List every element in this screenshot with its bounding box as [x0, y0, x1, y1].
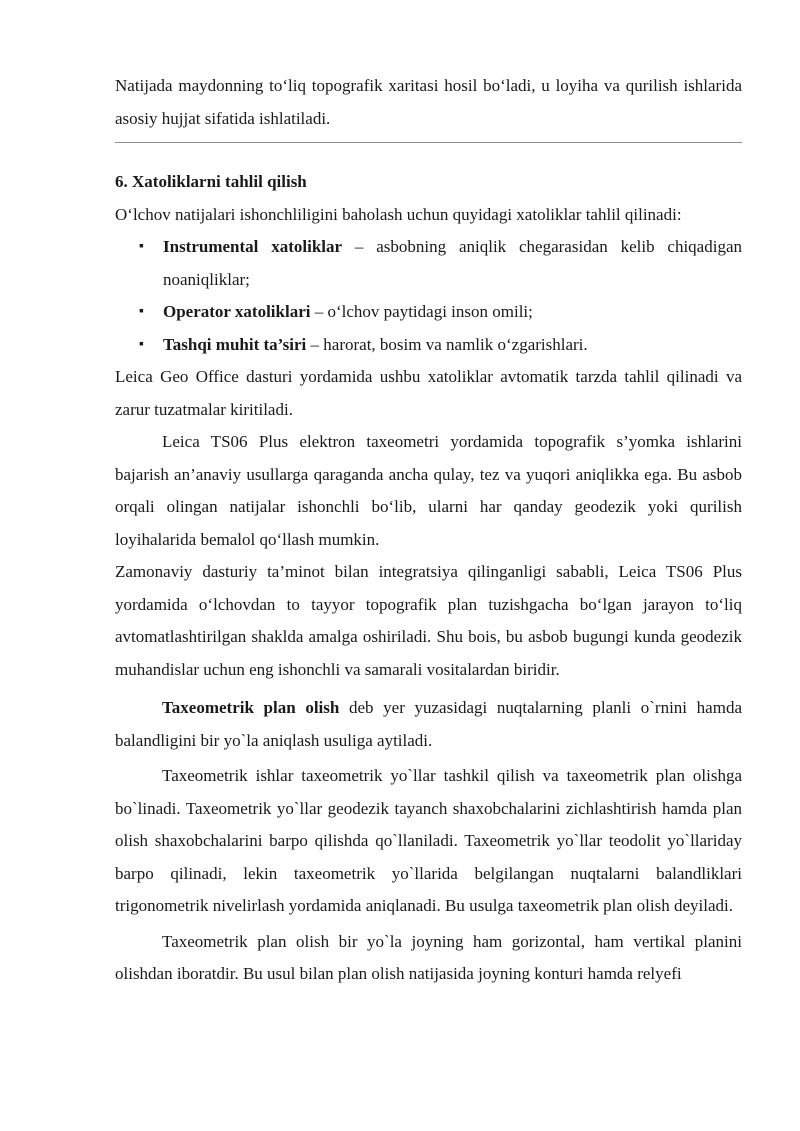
section-heading: 6. Xatoliklarni tahlil qilish: [115, 172, 307, 191]
list-item-text: – asbobning aniqlik chegarasidan kelib chiqadigan noaniqliklar;: [163, 237, 742, 289]
bullet-icon: ▪: [139, 336, 144, 352]
list-item-term: Instrumental xatoliklar: [163, 237, 343, 256]
after-bullets-paragraph: Leica Geo Office dasturi yordamida ushbu xatoliklar avtomatik tarzda tahlil qilinadi va zarur tuzatmalar kiritiladi.: [115, 367, 742, 419]
intro-paragraph: Natijada maydonning to‘liq topografik xaritasi hosil bo‘ladi, u loyiha va qurilish ishlarida asosiy hujjat sifatida ishlatiladi.: [115, 76, 742, 128]
bullet-icon: ▪: [139, 239, 144, 254]
document-page: [115, 70, 742, 991]
list-item-text: – o‘lchov paytidagi inson omili;: [310, 302, 533, 321]
list-item-term: Tashqi muhit ta’siri: [163, 334, 307, 354]
works-paragraph: Taxeometrik ishlar taxeometrik yo`llar tashkil qilish va taxeometrik plan olishga bo`linadi. Taxeometrik yo`llar geodezik tayanch shaxobchalarini zichlashtirish hamda plan olish shaxobchalarini barpo qilishda qo`llaniladi. Taxeometrik yo`llar teodolit yo`llariday barpo qilinadi, lekin taxeometrik yo`llarida belgilangan nuqtalarni balandliklari trigonometrik nivelirlash yordamida aniqlanadi. Bu usulga taxeometrik plan olish deyiladi.: [115, 766, 742, 915]
last-paragraph: Taxeometrik plan olish bir yo`la joyning ham gorizontal, ham vertikal planini olishdan iboratdir. Bu usul bilan plan olish natijasida joyning konturi hamda relyefi: [115, 931, 742, 983]
definition-term: Taxeometrik plan olish: [162, 698, 340, 717]
list-item: [115, 329, 742, 362]
list-item: [115, 296, 742, 329]
software-paragraph: Zamonaviy dasturiy ta’minot bilan integratsiya qilinganligi sababli, Leica TS06 Plus yordamida o‘lchovdan to tayyor topografik plan tuzishgacha bo‘lgan jarayon to‘liq avtomatlashtirilgan shaklda amalga oshiriladi. Shu bois, bu asbob bugungi kunda geodezik muhandislar uchun eng ishonchli va samarali vositalardan biridir.: [115, 562, 742, 679]
bullet-icon: ▪: [139, 304, 144, 319]
list-item: [115, 231, 742, 296]
list-item-text: – harorat, bosim va namlik o‘zgarishlari.: [306, 334, 588, 354]
leica-paragraph: Leica TS06 Plus elektron taxeometri yordamida topografik s’yomka ishlarini bajarish an’anaviy usullarga qaraganda ancha qulay, tez va yuqori aniqlikka ega. Bu asbob orqali olingan natijalar ishonchli bo‘lib, ularni har qanday geodezik yoki qurilish loyihalarida bemalol qo‘llash mumkin.: [115, 432, 742, 549]
definition-paragraph: [115, 692, 742, 757]
error-types-list: [115, 231, 742, 361]
horizontal-divider: [115, 142, 742, 143]
definition-text: deb yer yuzasidagi nuqtalarning planli o`rnini hamda balandligini bir yo`la aniqlash usuliga aytiladi.: [115, 698, 742, 750]
section-lead: O‘lchov natijalari ishonchliligini baholash uchun quyidagi xatoliklar tahlil qilinadi:: [115, 204, 682, 224]
list-item-term: Operator xatoliklari: [163, 302, 311, 321]
